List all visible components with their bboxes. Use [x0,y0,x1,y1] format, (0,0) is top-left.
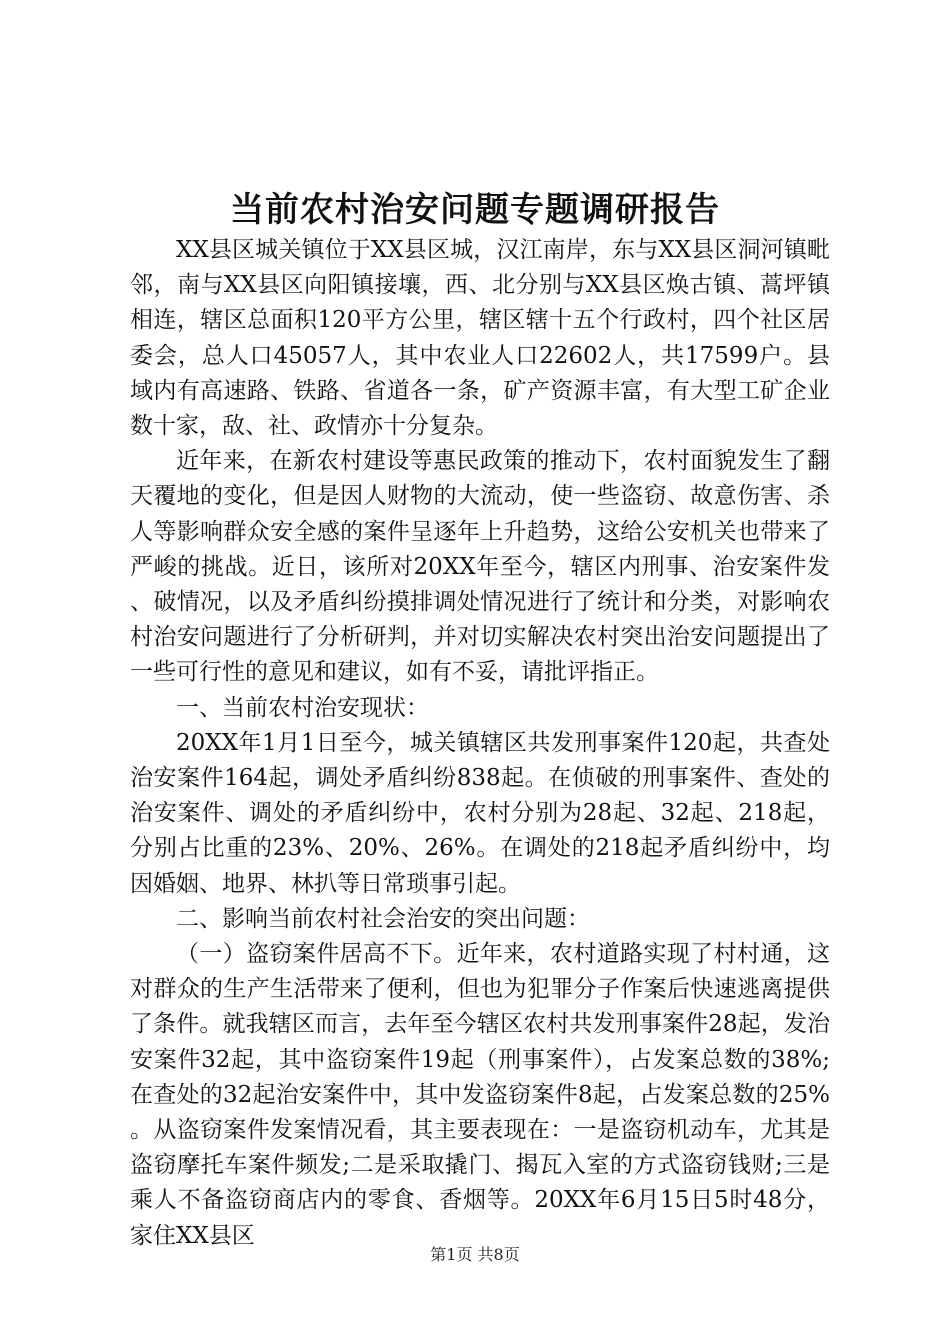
page-number-footer: 第1页 共8页 [430,1245,520,1264]
section-heading-current-status: 一、当前农村治安现状： [176,694,429,721]
paragraph-theft-cases: （一）盗窃案件居高不下。近年来，农村道路实现了村村通，这对群众的生产生活带来了便利，但也为犯罪分子作案后快速逃离提供了条件。就我辖区而言，去年至今辖区农村共发刑事案件28起，发治安案件32起，其中盗窃案件19起（刑事案件），占发案总数的38%;在查处的32起治安案件中，其中发盗窃案件8起，占发案总数的25%。从盗窃案件发案情况看，其主要表现在：一是盗窃机动车，尤其是盗窃摩托车案件频发;二是采取撬门、揭瓦入室的方式盗窃钱财;三是乘人不备盗窃商店内的零食、香烟等。20XX年6月15日5时48分，家住XX县区 [130,941,830,1249]
section-heading-problems: 二、影响当前农村社会治安的突出问题： [176,905,590,932]
document-body [130,233,830,1254]
paragraph-background: 近年来，在新农村建设等惠民政策的推动下，农村面貌发生了翻天覆地的变化，但是因人财物的大流动，使一些盗窃、故意伤害、杀人等影响群众安全感的案件呈逐年上升趋势，这给公安机关也带来了严峻的挑战。近日，该所对20XX年至今，辖区内刑事、治安案件发、破情况，以及矛盾纠纷摸排调处情况进行了统计和分类，对影响农村治安问题进行了分析研判，并对切实解决农村突出治安问题提出了一些可行性的意见和建议，如有不妥，请批评指正。 [130,448,830,686]
paragraph-location-overview: XX县区城关镇位于XX县区城，汉江南岸，东与XX县区洞河镇毗邻，南与XX县区向阳镇接壤，西、北分别与XX县区焕古镇、蒿坪镇相连，辖区总面积120平方公里，辖区辖十五个行政村，四个社区居委会，总人口45057人，其中农业人口22602人，共17599户。县域内有高速路、铁路、省道各一条，矿产资源丰富，有大型工矿企业数十家，敌、社、政情亦十分复杂。 [130,237,830,440]
paragraph-case-statistics: 20XX年1月1日至今，城关镇辖区共发刑事案件120起，共查处治安案件164起，调处矛盾纠纷838起。在侦破的刑事案件、查处的治安案件、调处的矛盾纠纷中，农村分别为28起、32起、218起，分别占比重的23%、20%、26%。在调处的218起矛盾纠纷中，均因婚姻、地界、林扒等日常琐事引起。 [130,729,830,897]
document-title: 当前农村治安问题专题调研报告 [230,190,720,230]
